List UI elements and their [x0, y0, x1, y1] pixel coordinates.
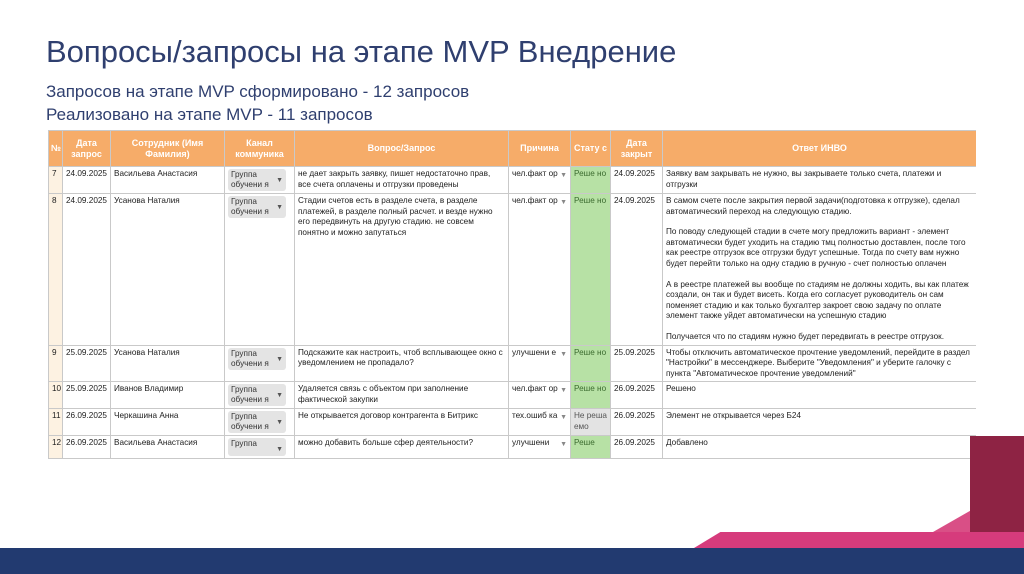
col-header-status: Стату с	[571, 131, 611, 167]
cause-dropdown[interactable]	[512, 438, 567, 451]
answer-paragraph: Получается что по стадиям нужно будет передвигать в реестре отгрузок.	[666, 331, 944, 341]
answer-paragraph: Элемент не открывается через Б24	[666, 411, 801, 421]
channel-dropdown[interactable]	[228, 196, 286, 218]
col-header-closed: Дата закрыт	[611, 131, 663, 167]
channel-label: Группа обучени я	[231, 197, 269, 216]
closed-date: 26.09.2025	[611, 436, 663, 459]
answer-cell	[663, 194, 977, 346]
dropdown-arrow-icon: ▼	[276, 446, 283, 454]
dropdown-arrow-icon: ▼	[560, 441, 567, 449]
channel-dropdown[interactable]	[228, 411, 286, 433]
cause-label: тех.ошиб ка	[512, 411, 558, 421]
status-badge: Реше но	[571, 345, 611, 382]
answer-paragraph: В самом счете после закрытия первой задачи(подготовка к отгрузке), сделал автоматический переход на следующую стадию.	[666, 196, 960, 216]
employee-name: Усанова Наталия	[111, 194, 225, 346]
channel-dropdown[interactable]	[228, 348, 286, 370]
subtitle-requests-formed: Запросов на этапе MVP сформировано - 12 запросов	[46, 82, 470, 101]
channel-cell	[225, 382, 295, 409]
question-text: не дает закрыть заявку, пишет недостаточно прав, все счета оплачены и отгрузки проведены	[295, 167, 509, 194]
table-row	[49, 436, 977, 459]
cause-dropdown[interactable]	[512, 348, 567, 361]
row-number: 8	[49, 194, 63, 346]
row-number: 11	[49, 409, 63, 436]
closed-date: 24.09.2025	[611, 167, 663, 194]
footer-bar	[0, 548, 1024, 574]
cause-dropdown[interactable]	[512, 169, 567, 182]
col-header-question: Вопрос/Запрос	[295, 131, 509, 167]
channel-cell	[225, 167, 295, 194]
answer-paragraph: Чтобы отключить автоматическое прочтение уведомлений, перейдите в раздел "Настройки" в мессенджере. Выберите "Уведомления" и уберите галочку с пункта "Автоматическое прочтение уведомлений"	[666, 347, 970, 378]
request-date: 25.09.2025	[63, 382, 111, 409]
table-row	[49, 194, 977, 346]
cause-label: улучшени	[512, 438, 550, 448]
channel-cell	[225, 436, 295, 459]
col-header-cause: Причина	[509, 131, 571, 167]
answer-paragraph: Заявку вам закрывать не нужно, вы закрываете только счета, платежи и отгрузки	[666, 169, 942, 189]
status-badge: Реше но	[571, 167, 611, 194]
answer-paragraph: По поводу следующей стадии в счете могу предложить вариант - элемент автоматически будет уходить на стадию тмц полностью доставлен, после того как реестре отгрузок все отгрузки будут успешные. Тогда по счету вам нужно будет перейти только на одну стадию в ручную - счет полностью оплачен	[666, 227, 966, 268]
employee-name: Иванов Владимир	[111, 382, 225, 409]
answer-cell	[663, 167, 977, 194]
decor-wine-block	[970, 436, 1024, 548]
cause-dropdown[interactable]	[512, 196, 567, 209]
cause-cell	[509, 436, 571, 459]
channel-label: Группа обучени я	[231, 412, 269, 432]
answer-cell	[663, 345, 977, 382]
row-number: 10	[49, 382, 63, 409]
requests-table	[48, 130, 976, 459]
col-header-channel: Канал коммуника	[225, 131, 295, 167]
subtitle-requests-done: Реализовано на этапе MVP - 11 запросов	[46, 105, 373, 124]
status-badge: Реше	[571, 436, 611, 459]
answer-paragraph: А в реестре платежей вы вообще по стадиям не должны ходить, вы как платеж создали, он так и будет висеть. Когда его согласует руководитель он сам поменяет стадию и как только бухгалтер закроет свою задачу по оплате элемент также уйдет автоматически на успешную стадию	[666, 279, 969, 321]
row-number: 9	[49, 345, 63, 382]
request-date: 26.09.2025	[63, 409, 111, 436]
table-row	[49, 382, 977, 409]
request-date: 24.09.2025	[63, 194, 111, 346]
status-badge: Реше но	[571, 194, 611, 346]
row-number: 7	[49, 167, 63, 194]
cause-label: чел.факт ор	[512, 169, 558, 178]
table-row	[49, 167, 977, 194]
employee-name: Черкашина Анна	[111, 409, 225, 436]
dropdown-arrow-icon: ▼	[276, 392, 283, 400]
closed-date: 24.09.2025	[611, 194, 663, 346]
cause-label: улучшени е	[512, 347, 557, 357]
cause-cell	[509, 167, 571, 194]
cause-cell	[509, 409, 571, 436]
channel-label: Группа	[231, 439, 257, 449]
dropdown-arrow-icon: ▼	[276, 419, 283, 427]
dropdown-arrow-icon: ▼	[276, 204, 283, 211]
col-header-num: №	[49, 131, 63, 167]
channel-label: Группа обучени я	[231, 348, 269, 368]
col-header-answer: Ответ ИНВО	[663, 131, 977, 167]
question-text: Подскажите как настроить, чтоб всплывающее окно с уведомлением не пропадало?	[295, 345, 509, 382]
cause-cell	[509, 345, 571, 382]
cause-dropdown[interactable]	[512, 384, 567, 397]
employee-name: Усанова Наталия	[111, 345, 225, 382]
dropdown-arrow-icon: ▼	[276, 355, 283, 363]
closed-date: 26.09.2025	[611, 409, 663, 436]
channel-dropdown[interactable]	[228, 169, 286, 191]
dropdown-arrow-icon: ▼	[560, 414, 567, 422]
table-row	[49, 345, 977, 382]
cause-dropdown[interactable]	[512, 411, 567, 424]
dropdown-arrow-icon: ▼	[560, 199, 567, 206]
employee-name: Васильева Анастасия	[111, 436, 225, 459]
question-text: можно добавить больше сфер деятельности?	[295, 436, 509, 459]
request-date: 26.09.2025	[63, 436, 111, 459]
employee-name: Васильева Анастасия	[111, 167, 225, 194]
closed-date: 26.09.2025	[611, 382, 663, 409]
col-header-employee: Сотрудник (Имя Фамилия)	[111, 131, 225, 167]
status-badge: Не реша емо	[571, 409, 611, 436]
dropdown-arrow-icon: ▼	[560, 387, 567, 395]
closed-date: 25.09.2025	[611, 345, 663, 382]
request-date: 25.09.2025	[63, 345, 111, 382]
channel-cell	[225, 194, 295, 346]
table-body	[49, 167, 977, 459]
table-header-row	[49, 131, 977, 167]
question-text: Удаляется связь с объектом при заполнение фактической закупки	[295, 382, 509, 409]
requests-table-wrap	[48, 130, 976, 538]
dropdown-arrow-icon: ▼	[560, 350, 567, 358]
dropdown-arrow-icon: ▼	[276, 177, 283, 184]
answer-cell	[663, 436, 977, 459]
status-badge: Реше но	[571, 382, 611, 409]
cause-cell	[509, 382, 571, 409]
channel-cell	[225, 409, 295, 436]
table-row	[49, 409, 977, 436]
cause-label: чел.факт ор	[512, 384, 558, 394]
question-text: Стадии счетов есть в разделе счета, в разделе платежей, в разделе полный расчет. и везде нужно его передвинуть на другую стадию. не совсем понятно и можно запутаться	[295, 194, 509, 346]
channel-dropdown[interactable]	[228, 384, 286, 406]
question-text: Не открывается договор контрагента в Битрикс	[295, 409, 509, 436]
channel-cell	[225, 345, 295, 382]
request-date: 24.09.2025	[63, 167, 111, 194]
answer-paragraph: Добавлено	[666, 438, 708, 448]
decor-pink-stripe	[694, 532, 1024, 548]
cause-label: чел.факт ор	[512, 196, 558, 205]
channel-label: Группа обучени я	[231, 170, 269, 189]
slide-title: Вопросы/запросы на этапе MVP Внедрение	[46, 34, 677, 69]
answer-cell	[663, 409, 977, 436]
answer-cell	[663, 382, 977, 409]
cause-cell	[509, 194, 571, 346]
answer-paragraph: Решено	[666, 384, 696, 394]
dropdown-arrow-icon: ▼	[560, 172, 567, 179]
col-header-date: Дата запрос	[63, 131, 111, 167]
channel-dropdown[interactable]	[228, 438, 286, 456]
channel-label: Группа обучени я	[231, 385, 269, 405]
row-number: 12	[49, 436, 63, 459]
